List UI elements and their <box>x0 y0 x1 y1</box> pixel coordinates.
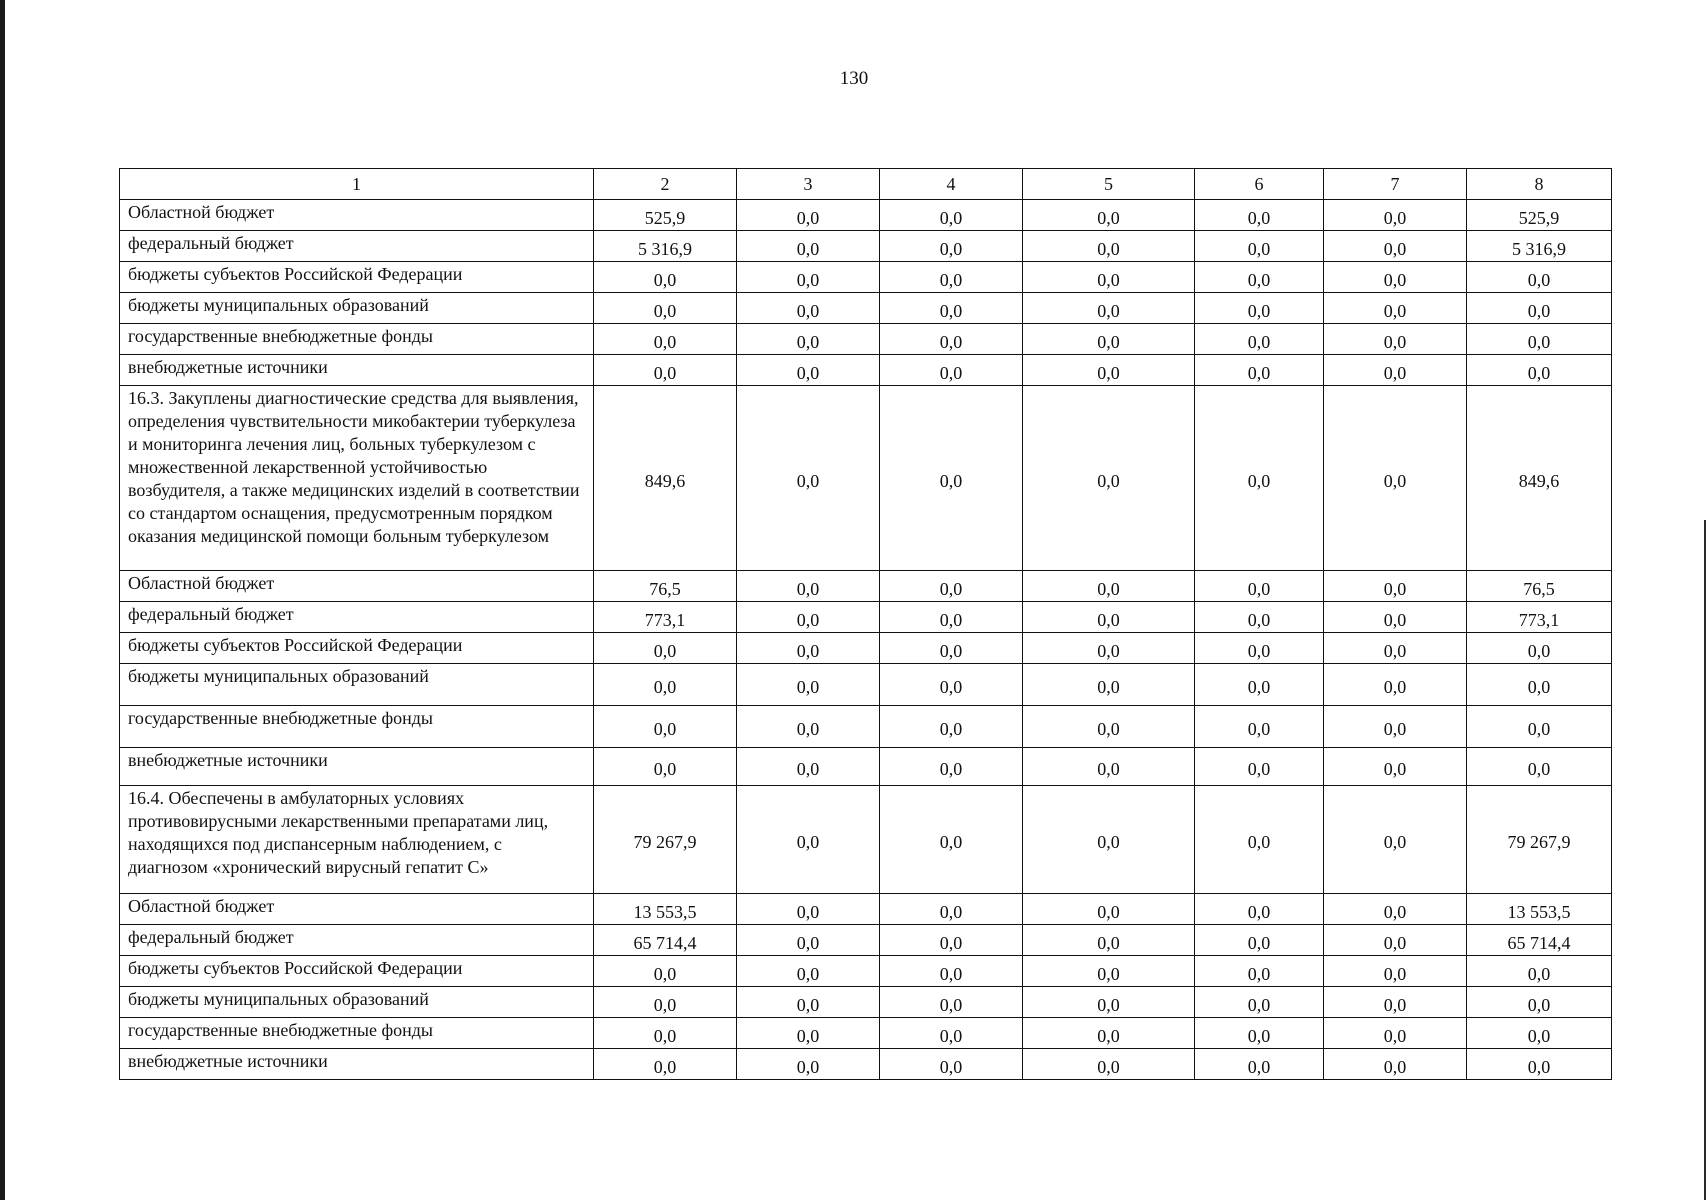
value-cell: 0,0 <box>594 355 737 386</box>
value-cell: 0,0 <box>1195 324 1324 355</box>
value-cell: 0,0 <box>1467 748 1612 786</box>
value-cell: 0,0 <box>1023 355 1195 386</box>
value-cell: 0,0 <box>1023 987 1195 1018</box>
value-cell: 0,0 <box>737 386 880 571</box>
table-row <box>120 200 1612 231</box>
table-row <box>120 324 1612 355</box>
value-cell: 0,0 <box>1195 355 1324 386</box>
value-cell: 0,0 <box>1467 706 1612 748</box>
value-cell: 525,9 <box>594 200 737 231</box>
value-cell: 0,0 <box>880 633 1023 664</box>
value-cell: 0,0 <box>1023 633 1195 664</box>
value-cell: 0,0 <box>880 386 1023 571</box>
value-cell: 65 714,4 <box>1467 925 1612 956</box>
value-cell: 0,0 <box>880 355 1023 386</box>
value-cell: 0,0 <box>1023 231 1195 262</box>
row-label: внебюджетные источники <box>120 1049 594 1080</box>
value-cell: 0,0 <box>1324 925 1467 956</box>
value-cell: 0,0 <box>1023 925 1195 956</box>
value-cell: 0,0 <box>1324 571 1467 602</box>
row-label: федеральный бюджет <box>120 231 594 262</box>
table-row <box>120 748 1612 786</box>
value-cell: 0,0 <box>1467 293 1612 324</box>
row-label: бюджеты субъектов Российской Федерации <box>120 956 594 987</box>
value-cell: 0,0 <box>1324 633 1467 664</box>
value-cell: 0,0 <box>737 1049 880 1080</box>
row-label: государственные внебюджетные фонды <box>120 1018 594 1049</box>
value-cell: 0,0 <box>1023 748 1195 786</box>
value-cell: 0,0 <box>1195 956 1324 987</box>
value-cell: 0,0 <box>594 664 737 706</box>
value-cell: 0,0 <box>594 1018 737 1049</box>
value-cell: 525,9 <box>1467 200 1612 231</box>
value-cell: 0,0 <box>880 894 1023 925</box>
value-cell: 0,0 <box>1324 786 1467 894</box>
value-cell: 0,0 <box>1023 571 1195 602</box>
row-label: Областной бюджет <box>120 200 594 231</box>
table-row <box>120 262 1612 293</box>
value-cell: 0,0 <box>1324 987 1467 1018</box>
value-cell: 0,0 <box>1324 386 1467 571</box>
value-cell: 0,0 <box>737 956 880 987</box>
table-row <box>120 706 1612 748</box>
value-cell: 0,0 <box>1195 231 1324 262</box>
value-cell: 0,0 <box>737 706 880 748</box>
value-cell: 0,0 <box>1195 571 1324 602</box>
value-cell: 0,0 <box>594 706 737 748</box>
value-cell: 0,0 <box>1195 386 1324 571</box>
header-cell: 1 <box>120 169 594 200</box>
header-cell: 7 <box>1324 169 1467 200</box>
value-cell: 0,0 <box>1324 355 1467 386</box>
table-row <box>120 664 1612 706</box>
value-cell: 0,0 <box>880 231 1023 262</box>
value-cell: 0,0 <box>594 324 737 355</box>
value-cell: 0,0 <box>1195 1018 1324 1049</box>
value-cell: 0,0 <box>1195 293 1324 324</box>
value-cell: 0,0 <box>737 894 880 925</box>
value-cell: 0,0 <box>1023 706 1195 748</box>
value-cell: 0,0 <box>880 293 1023 324</box>
value-cell: 0,0 <box>594 293 737 324</box>
value-cell: 0,0 <box>737 633 880 664</box>
value-cell: 0,0 <box>737 602 880 633</box>
row-label: Областной бюджет <box>120 894 594 925</box>
value-cell: 0,0 <box>1023 386 1195 571</box>
value-cell: 849,6 <box>594 386 737 571</box>
value-cell: 0,0 <box>737 664 880 706</box>
table-row <box>120 386 1612 571</box>
header-cell: 5 <box>1023 169 1195 200</box>
value-cell: 0,0 <box>1195 664 1324 706</box>
value-cell: 0,0 <box>594 633 737 664</box>
value-cell: 0,0 <box>1324 293 1467 324</box>
value-cell: 0,0 <box>880 200 1023 231</box>
value-cell: 0,0 <box>1195 633 1324 664</box>
row-label: внебюджетные источники <box>120 748 594 786</box>
row-label: федеральный бюджет <box>120 602 594 633</box>
header-cell: 2 <box>594 169 737 200</box>
value-cell: 0,0 <box>1467 1049 1612 1080</box>
value-cell: 0,0 <box>1195 786 1324 894</box>
value-cell: 849,6 <box>1467 386 1612 571</box>
table-row <box>120 231 1612 262</box>
value-cell: 0,0 <box>1195 706 1324 748</box>
value-cell: 0,0 <box>1023 602 1195 633</box>
table-row <box>120 925 1612 956</box>
row-label: бюджеты субъектов Российской Федерации <box>120 633 594 664</box>
value-cell: 0,0 <box>737 1018 880 1049</box>
row-label: федеральный бюджет <box>120 925 594 956</box>
value-cell: 0,0 <box>594 956 737 987</box>
row-label: бюджеты муниципальных образований <box>120 293 594 324</box>
value-cell: 0,0 <box>1467 355 1612 386</box>
value-cell: 0,0 <box>1023 956 1195 987</box>
table-row <box>120 293 1612 324</box>
value-cell: 0,0 <box>880 925 1023 956</box>
value-cell: 0,0 <box>1324 956 1467 987</box>
value-cell: 0,0 <box>880 956 1023 987</box>
value-cell: 0,0 <box>1324 894 1467 925</box>
row-label: 16.3. Закуплены диагностические средства для выявления, определения чувствительности микобактерии туберкулеза и мониторинга лечения лиц, больных туберкулезом с множественной лекарственной устойчивостью возбудителя, а также медицинских изделий в соответствии со стандартом оснащения, предусмотренным порядком оказания медицинской помощи больным туберкулезом <box>120 386 594 571</box>
value-cell: 0,0 <box>737 786 880 894</box>
value-cell: 0,0 <box>880 987 1023 1018</box>
value-cell: 773,1 <box>1467 602 1612 633</box>
value-cell: 0,0 <box>737 748 880 786</box>
value-cell: 0,0 <box>1195 748 1324 786</box>
value-cell: 0,0 <box>1324 262 1467 293</box>
scan-edge-left <box>0 0 5 1200</box>
value-cell: 0,0 <box>1023 894 1195 925</box>
value-cell: 0,0 <box>737 293 880 324</box>
value-cell: 0,0 <box>880 748 1023 786</box>
value-cell: 0,0 <box>1324 748 1467 786</box>
value-cell: 0,0 <box>1023 200 1195 231</box>
value-cell: 0,0 <box>880 324 1023 355</box>
value-cell: 0,0 <box>594 262 737 293</box>
value-cell: 0,0 <box>1324 1018 1467 1049</box>
table-row <box>120 633 1612 664</box>
table-row <box>120 987 1612 1018</box>
value-cell: 0,0 <box>737 324 880 355</box>
row-label: бюджеты муниципальных образований <box>120 987 594 1018</box>
value-cell: 0,0 <box>880 262 1023 293</box>
table-row <box>120 355 1612 386</box>
value-cell: 0,0 <box>1467 262 1612 293</box>
value-cell: 0,0 <box>880 786 1023 894</box>
row-label: бюджеты субъектов Российской Федерации <box>120 262 594 293</box>
table-row <box>120 894 1612 925</box>
value-cell: 0,0 <box>1324 231 1467 262</box>
value-cell: 0,0 <box>737 355 880 386</box>
value-cell: 0,0 <box>1023 1018 1195 1049</box>
value-cell: 0,0 <box>594 987 737 1018</box>
value-cell: 0,0 <box>880 602 1023 633</box>
row-label: бюджеты муниципальных образований <box>120 664 594 706</box>
value-cell: 0,0 <box>880 664 1023 706</box>
table-row <box>120 786 1612 894</box>
value-cell: 0,0 <box>1324 1049 1467 1080</box>
value-cell: 0,0 <box>1467 664 1612 706</box>
value-cell: 0,0 <box>1023 786 1195 894</box>
value-cell: 0,0 <box>1195 602 1324 633</box>
value-cell: 79 267,9 <box>594 786 737 894</box>
value-cell: 0,0 <box>737 231 880 262</box>
value-cell: 13 553,5 <box>1467 894 1612 925</box>
value-cell: 0,0 <box>737 200 880 231</box>
value-cell: 0,0 <box>1324 706 1467 748</box>
value-cell: 0,0 <box>1023 324 1195 355</box>
table-row <box>120 602 1612 633</box>
page-number: 130 <box>839 68 869 89</box>
value-cell: 0,0 <box>1023 293 1195 324</box>
budget-table <box>119 168 1612 1080</box>
value-cell: 0,0 <box>1195 1049 1324 1080</box>
header-cell: 8 <box>1467 169 1612 200</box>
value-cell: 0,0 <box>1467 956 1612 987</box>
row-label: государственные внебюджетные фонды <box>120 706 594 748</box>
row-label: Областной бюджет <box>120 571 594 602</box>
scan-edge-right <box>1704 520 1706 1200</box>
value-cell: 0,0 <box>1195 200 1324 231</box>
value-cell: 0,0 <box>880 1049 1023 1080</box>
value-cell: 5 316,9 <box>1467 231 1612 262</box>
value-cell: 0,0 <box>1324 602 1467 633</box>
value-cell: 76,5 <box>1467 571 1612 602</box>
value-cell: 0,0 <box>1467 987 1612 1018</box>
value-cell: 0,0 <box>880 706 1023 748</box>
value-cell: 0,0 <box>1023 262 1195 293</box>
value-cell: 773,1 <box>594 602 737 633</box>
value-cell: 0,0 <box>737 987 880 1018</box>
value-cell: 0,0 <box>880 571 1023 602</box>
table-row <box>120 956 1612 987</box>
value-cell: 0,0 <box>880 1018 1023 1049</box>
value-cell: 0,0 <box>1023 664 1195 706</box>
value-cell: 0,0 <box>1467 1018 1612 1049</box>
value-cell: 0,0 <box>594 1049 737 1080</box>
header-cell: 6 <box>1195 169 1324 200</box>
value-cell: 0,0 <box>1324 200 1467 231</box>
value-cell: 79 267,9 <box>1467 786 1612 894</box>
table-row <box>120 571 1612 602</box>
value-cell: 0,0 <box>1195 925 1324 956</box>
value-cell: 0,0 <box>1324 324 1467 355</box>
table-row <box>120 1018 1612 1049</box>
row-label: государственные внебюджетные фонды <box>120 324 594 355</box>
value-cell: 0,0 <box>1467 633 1612 664</box>
value-cell: 13 553,5 <box>594 894 737 925</box>
value-cell: 0,0 <box>737 925 880 956</box>
table-row <box>120 1049 1612 1080</box>
value-cell: 0,0 <box>737 262 880 293</box>
value-cell: 0,0 <box>1324 664 1467 706</box>
value-cell: 0,0 <box>737 571 880 602</box>
row-label: внебюджетные источники <box>120 355 594 386</box>
budget-table-body <box>120 169 1612 1080</box>
value-cell: 0,0 <box>1023 1049 1195 1080</box>
table-header-row <box>120 169 1612 200</box>
header-cell: 3 <box>737 169 880 200</box>
value-cell: 0,0 <box>1195 894 1324 925</box>
value-cell: 76,5 <box>594 571 737 602</box>
header-cell: 4 <box>880 169 1023 200</box>
value-cell: 5 316,9 <box>594 231 737 262</box>
value-cell: 0,0 <box>594 748 737 786</box>
value-cell: 0,0 <box>1195 262 1324 293</box>
value-cell: 65 714,4 <box>594 925 737 956</box>
row-label: 16.4. Обеспечены в амбулаторных условиях противовирусными лекарственными препаратами лиц, находящихся под диспансерным наблюдением, с диагнозом «хронический вирусный гепатит С» <box>120 786 594 894</box>
value-cell: 0,0 <box>1195 987 1324 1018</box>
value-cell: 0,0 <box>1467 324 1612 355</box>
